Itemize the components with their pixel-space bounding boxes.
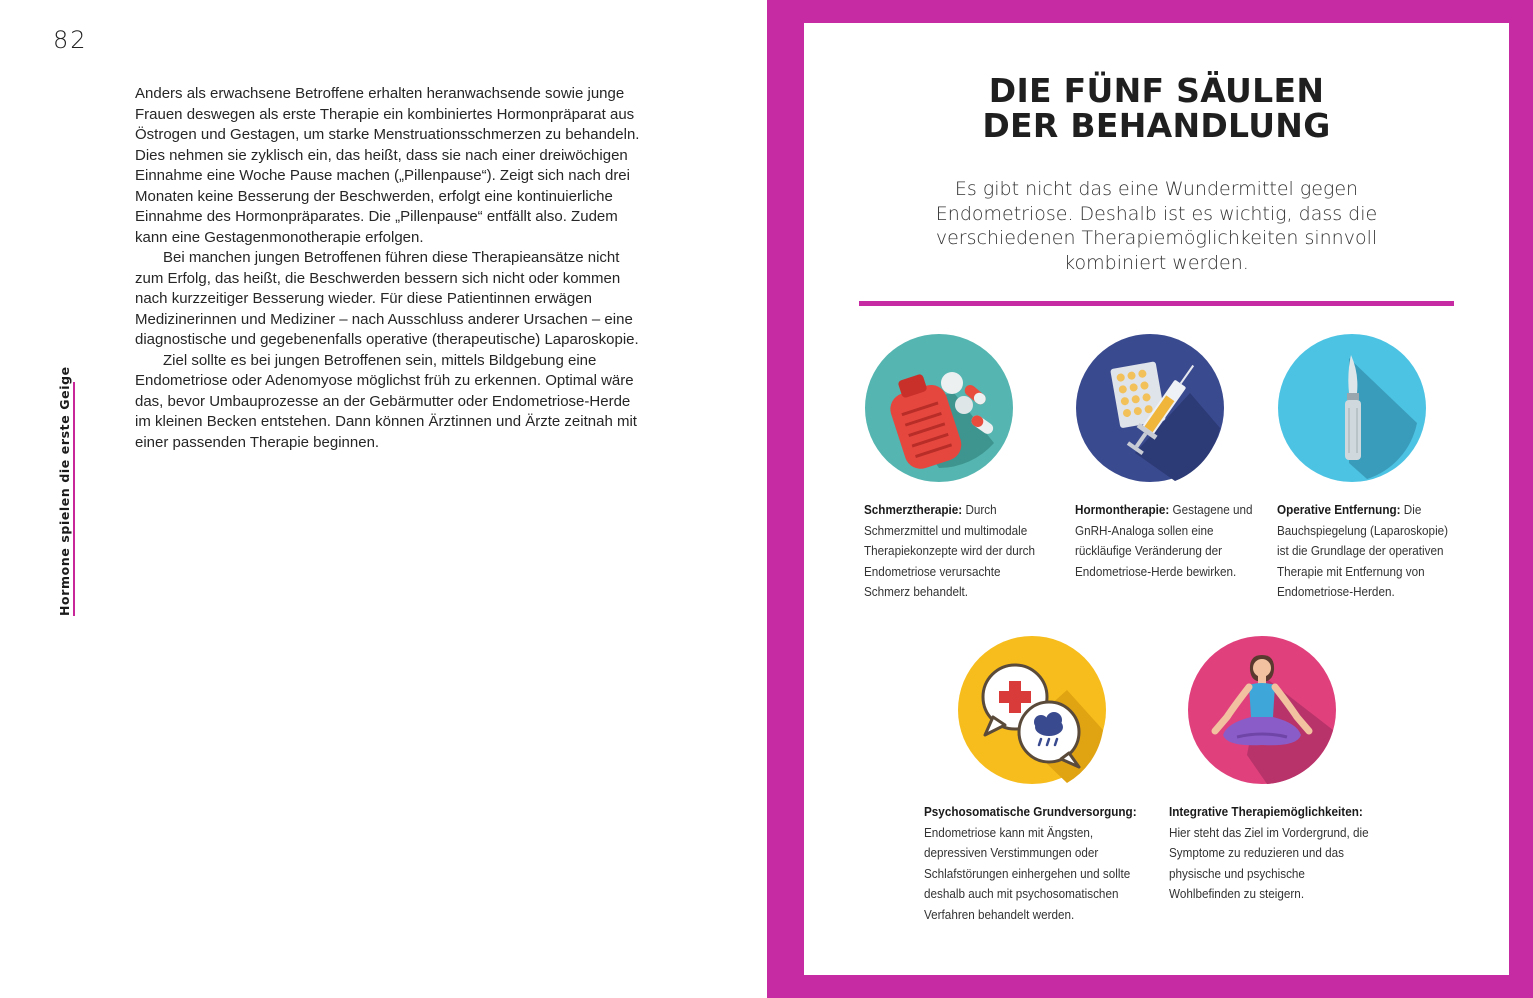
infographic-panel <box>804 23 1509 975</box>
pillar-text: Die Bauchspiegelung (Laparoskopie) ist die Grundlage der operativen Therapie mit Entfernung von Endometriose-Herden. <box>1277 502 1449 599</box>
body-text <box>135 84 640 453</box>
pillar-text: Gestagene und GnRH-Analoga sollen eine rückläufige Veränderung der Endometriose-Herde bewirken. <box>1075 502 1253 579</box>
pillar-text: Durch Schmerzmittel und multimodale Therapiekonzepte wird der durch Endometriose verursachte Schmerz behandelt. <box>864 502 1036 599</box>
meditation-icon <box>1187 635 1337 785</box>
divider <box>859 301 1454 306</box>
pillar-heading: Hormontherapie: <box>1075 502 1170 517</box>
paragraph-1: Anders als erwachsene Betroffene erhalten heranwachsende sowie junge Frauen deswegen als erste Therapie ein kombiniertes Hormonpräparat aus Östrogen und Gestagen, um starke Menstruationsschmerzen zu behandeln. Dies nehmen sie zyklisch ein, das heißt, dass sie nach einer dreiwöchigen Einnahme eine Woche Pause machen („Pillenpause“). Zeigt sich nach drei Monaten keine Besserung der Beschwerden, erfolgt eine kontinuierliche Einnahme des Hormonpräparates. Die „Pillenpause“ entfällt also. Zudem kann eine Gestagenmonotherapie erfolgen. <box>135 85 640 246</box>
hot-water-bottle-pills-icon <box>864 333 1014 483</box>
page-number: 82 <box>53 26 88 54</box>
running-head: Hormone spielen die erste Geige <box>57 366 72 616</box>
title-line-2: DER BEHANDLUNG <box>982 106 1331 145</box>
speech-bubbles-icon <box>957 635 1107 785</box>
title-line-1: DIE FÜNF SÄULEN <box>988 71 1325 110</box>
pillar-caption <box>1075 500 1255 582</box>
intro-text: Es gibt nicht das eine Wundermittel gegen Endometriose. Deshalb ist es wichtig, dass die verschiedenen Therapiemöglichkeiten sinnvoll kombiniert werden. <box>935 178 1378 274</box>
pillar-text: Hier steht das Ziel im Vordergrund, die Symptome zu reduzieren und das physische und psychische Wohlbefinden zu steigern. <box>1169 824 1369 901</box>
pillar-caption <box>924 802 1145 925</box>
pillar-integrative-therapie <box>1169 635 1369 905</box>
pillar-psychosomatische-grundversorgung <box>924 635 1137 925</box>
paragraph-3: Ziel sollte es bei jungen Betroffenen sein, mittels Bildgebung eine Endometriose oder Adenomyose möglichst früh zu erkennen. Optimal wäre das, bevor Umbauprozesse an der Gebärmutter oder Endometriose-Herde im kleinen Becken entstehen. Dann können Ärztinnen und Ärzte zeitnah mit einer passenden Therapie beginnen. <box>135 351 637 451</box>
pillar-operative-entfernung <box>1277 333 1449 603</box>
pillar-caption <box>1277 500 1457 603</box>
pillar-text: Endometriose kann mit Ängsten, depressiven Verstimmungen oder Schlafstörungen einhergehen und sollte deshalb auch mit psychosomatischen Verfahren behandelt werden. <box>924 824 1131 922</box>
pillar-heading: Schmerztherapie: <box>864 502 963 517</box>
pillar-schmerztherapie <box>864 333 1036 603</box>
pillar-caption <box>1169 802 1372 905</box>
paragraph-2: Bei manchen jungen Betroffenen führen diese Therapieansätze nicht zum Erfolg, das heißt, die Beschwerden bessern sich nicht oder kommen nach kurzzeitiger Besserung wieder. Für diese Patientinnen erwägen Medizinerinnen und Mediziner – nach Ausschluss anderer Ursachen – eine diagnostische und gegebenenfalls operative (therapeutische) Laparoskopie. <box>135 249 639 348</box>
right-page <box>767 0 1533 998</box>
pillar-heading: Psychosomatische Grundversorgung: <box>924 804 1137 819</box>
infographic-title <box>804 73 1509 143</box>
syringe-pills-icon <box>1075 333 1225 483</box>
scalpel-icon <box>1277 333 1427 483</box>
pillar-heading: Operative Entfernung: <box>1277 502 1401 517</box>
pillar-caption <box>864 500 1044 603</box>
pillar-heading: Integrative Therapiemöglichkeiten: <box>1169 804 1363 819</box>
pillar-hormontherapie <box>1075 333 1253 582</box>
